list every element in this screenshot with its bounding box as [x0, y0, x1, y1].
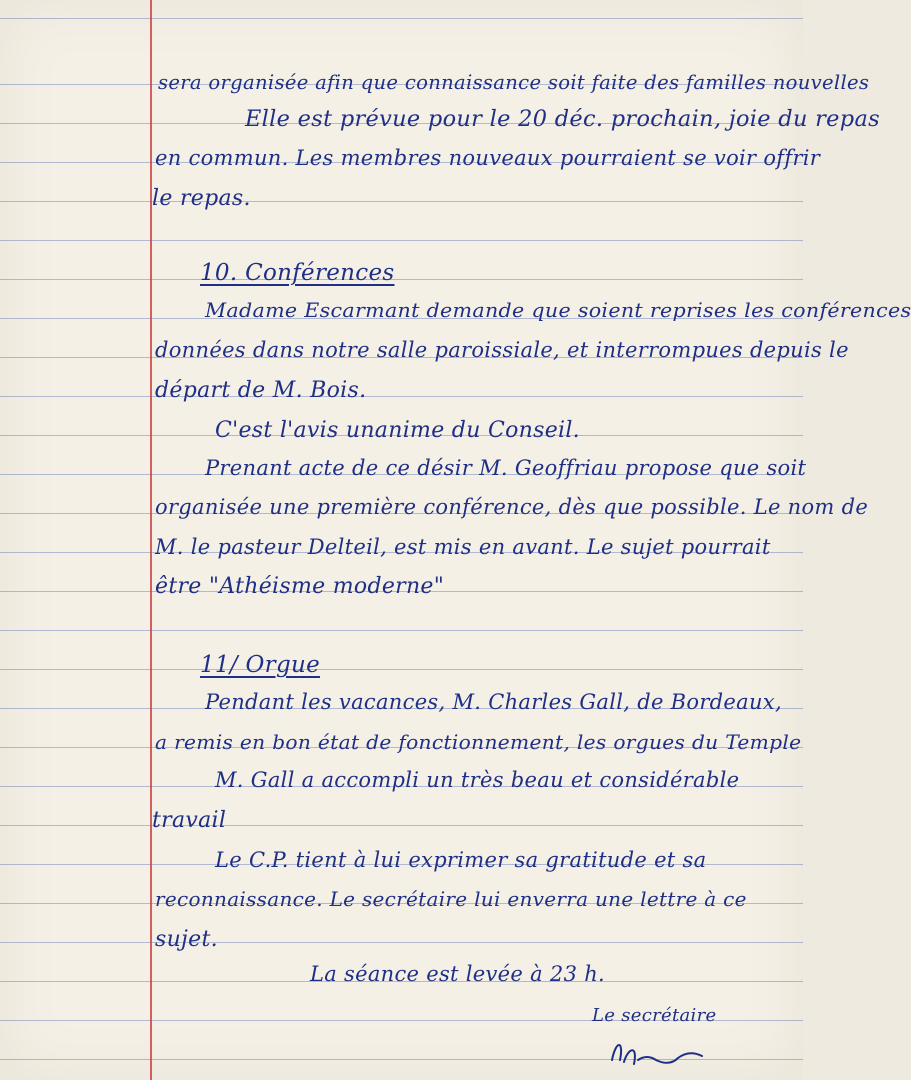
- text-line: Pendant les vacances, M. Charles Gall, de Bordeaux,: [205, 690, 782, 714]
- text-line: sujet.: [155, 927, 218, 952]
- text-line: Prenant acte de ce désir M. Geoffriau propose que soit: [205, 456, 807, 480]
- closing-line: La séance est levée à 23 h.: [310, 962, 606, 986]
- signatory-title: Le secrétaire: [592, 1005, 717, 1026]
- text-line: Le C.P. tient à lui exprimer sa gratitude et sa: [215, 848, 707, 872]
- text-line: Elle est prévue pour le 20 déc. prochain, joie du repas: [245, 107, 880, 132]
- text-line: organisée une première conférence, dès que possible. Le nom de: [155, 495, 869, 519]
- section-heading: 10. Conférences: [200, 260, 395, 286]
- text-line: reconnaissance. Le secrétaire lui enverra une lettre à ce: [155, 887, 747, 911]
- section-heading: 11/ Orgue: [200, 652, 321, 678]
- margin-line: [150, 0, 152, 1080]
- text-line: être "Athéisme moderne": [155, 574, 445, 599]
- text-line: C'est l'avis unanime du Conseil.: [215, 418, 580, 443]
- text-line: sera organisée afin que connaissance soit faite des familles nouvelles: [158, 70, 870, 94]
- text-line: départ de M. Bois.: [155, 378, 367, 403]
- text-line: M. Gall a accompli un très beau et considérable: [215, 768, 740, 792]
- signature-scribble: [598, 1030, 718, 1072]
- text-line: travail: [152, 808, 227, 833]
- text-line: M. le pasteur Delteil, est mis en avant. Le sujet pourrait: [155, 535, 771, 559]
- text-line: en commun. Les membres nouveaux pourraient se voir offrir: [155, 146, 821, 170]
- text-line: données dans notre salle paroissiale, et interrompues depuis le: [155, 338, 849, 362]
- text-line: a remis en bon état de fonctionnement, les orgues du Temple: [155, 730, 802, 754]
- text-line: le repas.: [152, 186, 251, 211]
- text-line: Madame Escarmant demande que soient reprises les conférences: [205, 298, 911, 322]
